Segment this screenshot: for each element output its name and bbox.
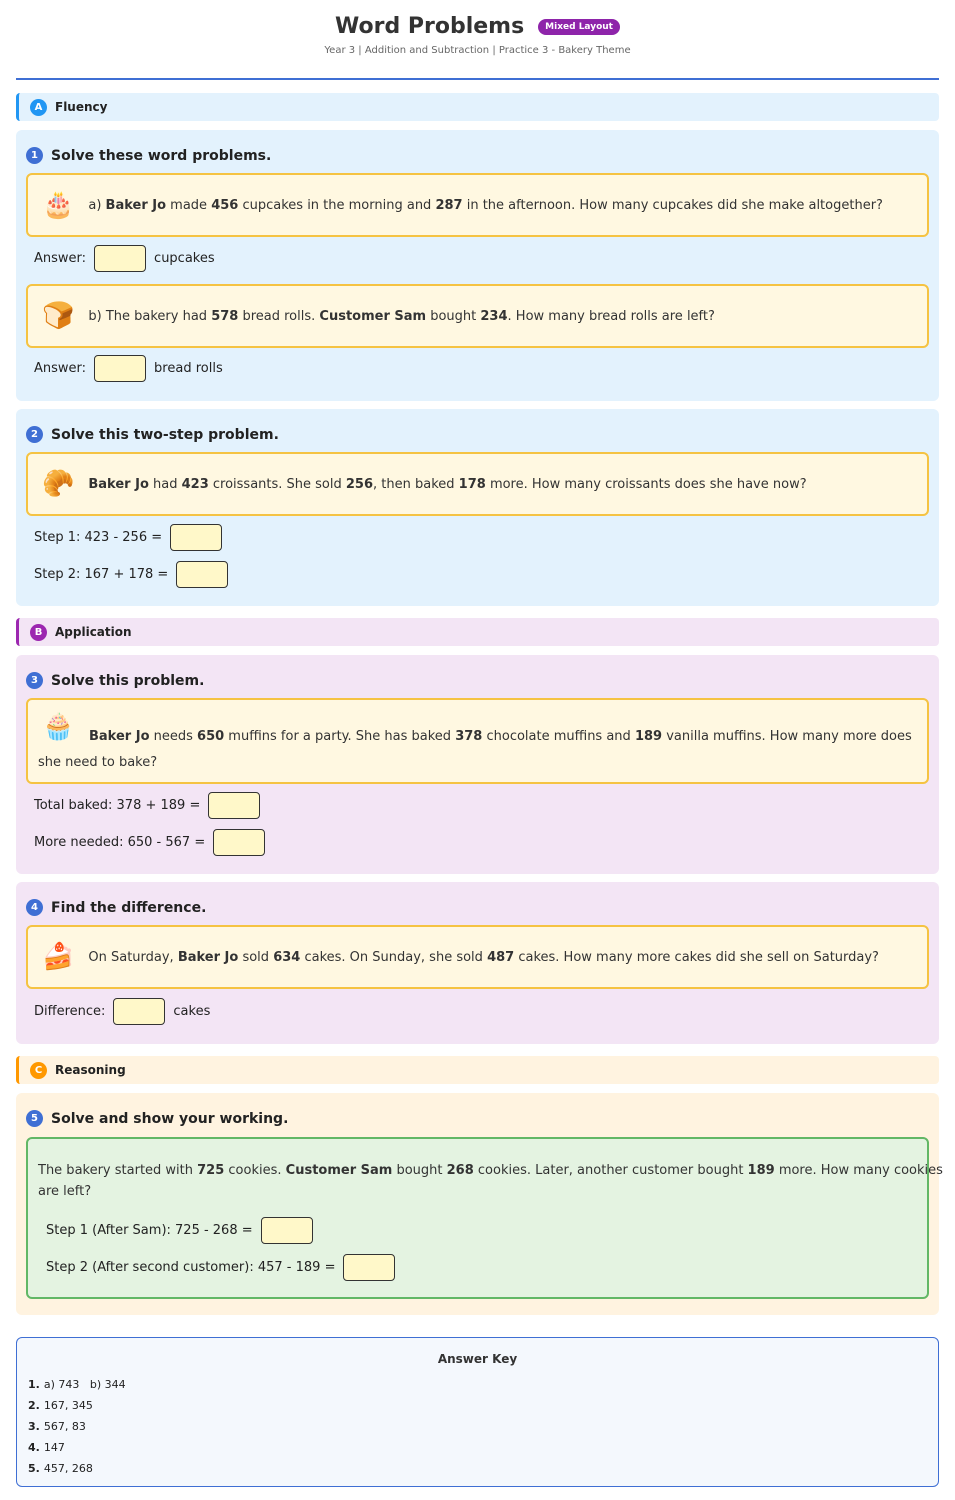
question-text: Find the difference. (51, 899, 207, 916)
problem-card-3 (26, 698, 929, 784)
answer-unit: bread rolls (154, 361, 223, 376)
question-heading (26, 1110, 288, 1127)
answer-key-item: 1. a) 743 b) 344 (28, 1378, 126, 1391)
section-reasoning-header (16, 1056, 939, 1084)
question-heading (26, 426, 279, 443)
answer-row-1a (34, 245, 215, 272)
section-label: Reasoning (55, 1063, 126, 1077)
answer-label: Answer: (34, 251, 87, 266)
section-letter-badge: A (30, 99, 47, 116)
step-1-row (34, 792, 268, 819)
answer-input[interactable] (113, 998, 165, 1025)
question-1-panel (16, 130, 939, 401)
question-2-panel (16, 409, 939, 606)
section-label: Fluency (55, 100, 108, 114)
problem-card-2 (26, 452, 929, 516)
header-divider (16, 78, 939, 80)
answer-label: Answer: (34, 361, 87, 376)
cake-icon: 🎂 (42, 190, 75, 220)
answer-input[interactable] (213, 829, 265, 856)
answer-row-4 (34, 998, 210, 1025)
step-label: Step 1 (After Sam): 725 - 268 = (46, 1223, 253, 1238)
question-number: 3 (26, 672, 43, 689)
step-1-row (46, 1217, 321, 1244)
cupcake-icon: 🧁 (42, 712, 75, 742)
step-label: Step 2: 167 + 178 = (34, 567, 169, 582)
question-number: 2 (26, 426, 43, 443)
question-number: 1 (26, 147, 43, 164)
reasoning-card (26, 1137, 943, 1299)
step-1-row (34, 524, 230, 551)
answer-input[interactable] (94, 245, 146, 272)
problem-text: a) Baker Jo made 456 cupcakes in the morning and 287 in the afternoon. How many cupcakes did she make altogether? (88, 197, 883, 213)
problem-card-1a (26, 173, 929, 237)
answer-label: Difference: (34, 1004, 106, 1019)
page-title: Word Problems (335, 14, 525, 39)
problem-text: The bakery started with 725 cookies. Customer Sam bought 268 cookies. Later, another customer bought 189 more. How many cookies (38, 1163, 943, 1178)
answer-input[interactable] (170, 524, 222, 551)
answer-unit: cakes (173, 1004, 211, 1019)
answer-key-item: 4. 147 (28, 1441, 65, 1454)
page-subtitle: Year 3 | Addition and Subtraction | Practice 3 - Bakery Theme (324, 45, 631, 56)
step-label: More needed: 650 - 567 = (34, 835, 206, 850)
problem-text: b) The bakery had 578 bread rolls. Customer Sam bought 234. How many bread rolls are left? (88, 308, 715, 324)
answer-input[interactable] (94, 355, 146, 382)
section-fluency-header (16, 93, 939, 121)
answer-key-list (28, 1374, 938, 1479)
step-label: Step 2 (After second customer): 457 - 189 = (46, 1260, 336, 1275)
section-letter-badge: C (30, 1062, 47, 1079)
bread-icon: 🍞 (42, 301, 75, 331)
layout-badge: Mixed Layout (538, 19, 620, 35)
croissant-icon: 🥐 (42, 469, 75, 499)
problem-text: Baker Jo had 423 croissants. She sold 256, then baked 178 more. How many croissants does she have now? (88, 476, 807, 492)
question-text: Solve this two-step problem. (51, 426, 279, 443)
step-2-row (34, 561, 236, 588)
section-label: Application (55, 625, 132, 639)
cake-slice-icon: 🍰 (42, 942, 75, 972)
problem-text-continued: are left? (38, 1184, 92, 1199)
answer-input[interactable] (208, 792, 260, 819)
question-4-panel (16, 882, 939, 1044)
question-number: 4 (26, 899, 43, 916)
answer-input[interactable] (176, 561, 228, 588)
question-heading (26, 672, 204, 689)
step-label: Total baked: 378 + 189 = (34, 798, 201, 813)
answer-key-item: 5. 457, 268 (28, 1462, 93, 1475)
problem-card-4 (26, 925, 929, 989)
answer-key-item: 2. 167, 345 (28, 1399, 93, 1412)
answer-unit: cupcakes (154, 251, 215, 266)
worksheet-header (0, 0, 955, 78)
step-label: Step 1: 423 - 256 = (34, 530, 163, 545)
question-text: Solve these word problems. (51, 147, 272, 164)
question-text: Solve this problem. (51, 672, 205, 689)
question-number: 5 (26, 1110, 43, 1127)
section-application-header (16, 618, 939, 646)
question-heading (26, 147, 271, 164)
answer-key-title: Answer Key (437, 1352, 518, 1366)
problem-text: Baker Jo needs 650 muffins for a party. She has baked 378 chocolate muffins and 189 vanilla muffins. How many more does (89, 729, 912, 744)
answer-key (16, 1337, 939, 1487)
problem-card-1b (26, 284, 929, 348)
answer-row-1b (34, 355, 223, 382)
step-2-row (34, 829, 273, 856)
question-heading (26, 899, 206, 916)
problem-text-continued: she need to bake? (38, 755, 158, 770)
step-2-row (46, 1254, 403, 1281)
question-3-panel (16, 655, 939, 874)
answer-input[interactable] (343, 1254, 395, 1281)
problem-text: On Saturday, Baker Jo sold 634 cakes. On Sunday, she sold 487 cakes. How many more cakes did she sell on Saturday? (88, 949, 879, 965)
answer-input[interactable] (261, 1217, 313, 1244)
answer-key-item: 3. 567, 83 (28, 1420, 86, 1433)
question-text: Solve and show your working. (51, 1110, 289, 1127)
question-5-panel (16, 1093, 943, 1315)
section-letter-badge: B (30, 624, 47, 641)
